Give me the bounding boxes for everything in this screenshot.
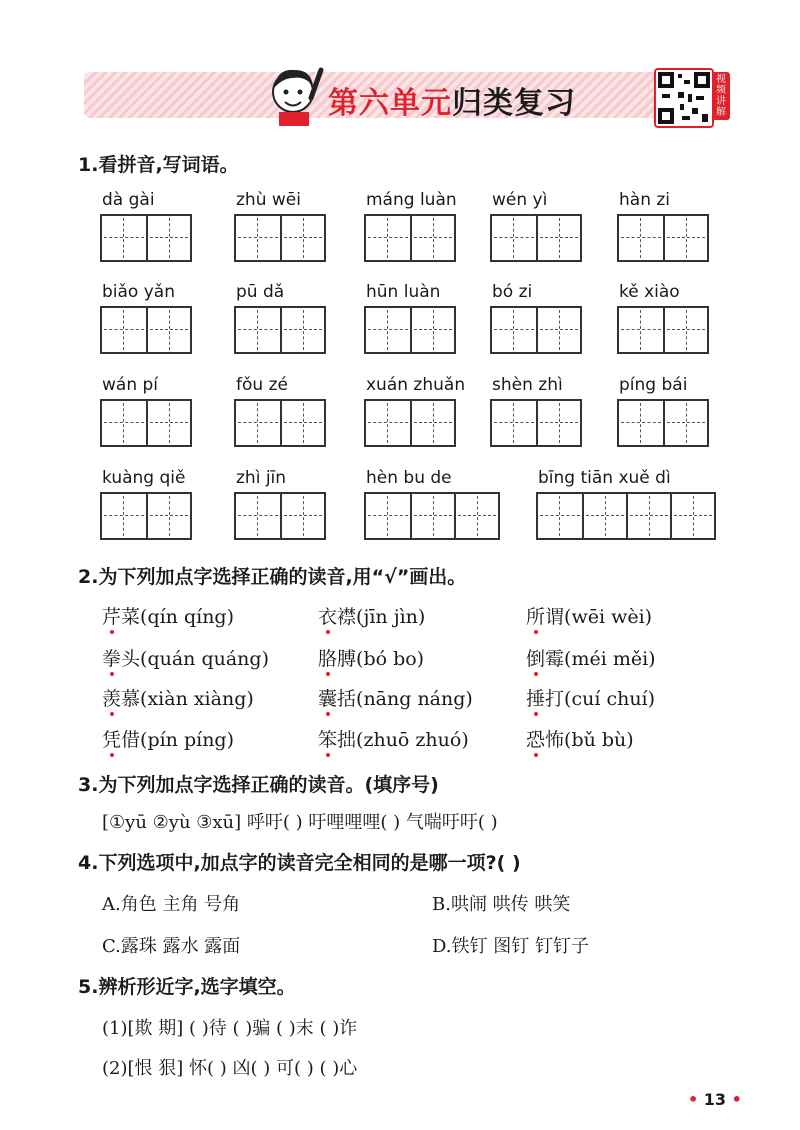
pinyin-label: xuán zhuǎn <box>366 375 466 395</box>
dotted-character: 羡 <box>102 684 121 711</box>
writing-cell[interactable] <box>454 494 498 538</box>
writing-cell[interactable] <box>536 401 580 445</box>
reading-options[interactable]: (qín qíng) <box>140 606 235 628</box>
writing-cell[interactable] <box>280 216 324 260</box>
writing-cell[interactable] <box>663 308 707 352</box>
writing-box-group[interactable] <box>234 399 326 447</box>
writing-cell[interactable] <box>236 308 280 352</box>
q5-line-2: (2)[恨 狠] 怀( ) 凶( ) 可( ) ( )心 <box>102 1058 358 1079</box>
pinyin-label: fǒu zé <box>236 375 288 395</box>
writing-cell[interactable] <box>619 308 663 352</box>
q4-title: 4.下列选项中,加点字的读音完全相同的是哪一项?( ) <box>78 852 521 874</box>
pinyin-label: biǎo yǎn <box>102 282 175 302</box>
pinyin-label: hàn zi <box>619 190 671 210</box>
pinyin-label: shèn zhì <box>492 375 563 395</box>
q3-title: 3.为下列加点字选择正确的读音。(填序号) <box>78 774 439 796</box>
pinyin-label: bīng tiān xuě dì <box>538 468 671 488</box>
writing-box-group[interactable] <box>490 399 582 447</box>
boy-mascot-icon <box>265 62 327 128</box>
character: 襟 <box>337 606 357 628</box>
writing-cell[interactable] <box>146 308 190 352</box>
writing-cell[interactable] <box>102 401 146 445</box>
pinyin-label: bó zi <box>492 282 533 302</box>
pinyin-label: dà gài <box>102 190 155 210</box>
writing-cell[interactable] <box>492 216 536 260</box>
reading-options[interactable]: (xiàn xiàng) <box>140 688 254 710</box>
reading-options[interactable]: (wēi wèi) <box>564 606 653 628</box>
qr-code-icon[interactable] <box>654 68 714 128</box>
dotted-character: 衣 <box>318 602 337 629</box>
pinyin-label: zhù wēi <box>236 190 301 210</box>
q3-line: [①yū ②yù ③xū] 呼吁( ) 吁哩哩哩( ) 气喘吁吁( ) <box>102 812 498 833</box>
dotted-character: 胳 <box>318 644 337 671</box>
writing-cell[interactable] <box>619 401 663 445</box>
pinyin-label: hèn bu de <box>366 468 452 488</box>
writing-cell[interactable] <box>366 494 410 538</box>
writing-cell[interactable] <box>536 216 580 260</box>
writing-cell[interactable] <box>102 216 146 260</box>
reading-options[interactable]: (quán quáng) <box>140 648 269 670</box>
writing-cell[interactable] <box>236 401 280 445</box>
reading-options[interactable]: (méi měi) <box>564 648 656 670</box>
q4-option-a: A.角色 主角 号角 <box>102 894 241 915</box>
writing-box-group[interactable] <box>100 214 192 262</box>
q2-item <box>318 684 473 711</box>
q2-title: 2.为下列加点字选择正确的读音,用“√”画出。 <box>78 566 467 588</box>
reading-options[interactable]: (bǔ bù) <box>564 729 634 751</box>
writing-cell[interactable] <box>663 216 707 260</box>
writing-cell[interactable] <box>492 308 536 352</box>
writing-cell[interactable] <box>280 494 324 538</box>
writing-box-group[interactable] <box>617 214 709 262</box>
q2-item <box>526 602 652 629</box>
page-number: • 13 • <box>688 1090 742 1109</box>
q2-item <box>318 644 424 671</box>
page-title: 第六单元归类复习 <box>328 86 576 121</box>
q4-option-d: D.铁钉 图钉 钉钉子 <box>432 936 589 957</box>
q4-option-c: C.露珠 露水 露面 <box>102 936 241 957</box>
writing-box-group[interactable] <box>364 492 500 540</box>
writing-cell[interactable] <box>366 216 410 260</box>
writing-cell[interactable] <box>280 401 324 445</box>
writing-cell[interactable] <box>236 494 280 538</box>
character: 菜 <box>121 606 141 628</box>
character: 谓 <box>545 606 565 628</box>
character: 打 <box>545 688 565 710</box>
dotted-character: 所 <box>526 602 545 629</box>
writing-box-group[interactable] <box>364 214 456 262</box>
q2-item <box>526 725 634 752</box>
character: 括 <box>337 688 357 710</box>
reading-options[interactable]: (pín píng) <box>140 729 235 751</box>
writing-box-group[interactable] <box>490 306 582 354</box>
q2-item <box>526 684 655 711</box>
writing-cell[interactable] <box>146 401 190 445</box>
writing-box-group[interactable] <box>100 492 192 540</box>
dotted-character: 凭 <box>102 725 121 752</box>
writing-cell[interactable] <box>102 308 146 352</box>
dotted-character: 恐 <box>526 725 545 752</box>
writing-cell[interactable] <box>663 401 707 445</box>
pinyin-label: kě xiào <box>619 282 680 302</box>
q2-item <box>102 644 269 671</box>
dotted-character: 倒 <box>526 644 545 671</box>
character: 霉 <box>545 648 565 670</box>
dotted-character: 囊 <box>318 684 337 711</box>
reading-options[interactable]: (nāng náng) <box>356 688 473 710</box>
writing-cell[interactable] <box>410 494 454 538</box>
q2-item <box>102 602 234 629</box>
writing-box-group[interactable] <box>234 306 326 354</box>
q5-line-1: (1)[欺 期] ( )待 ( )骗 ( )末 ( )诈 <box>102 1018 358 1039</box>
character: 膊 <box>337 648 357 670</box>
pinyin-label: máng luàn <box>366 190 457 210</box>
q4-option-b: B.哄闹 哄传 哄笑 <box>432 894 571 915</box>
character: 慕 <box>121 688 141 710</box>
character: 借 <box>121 729 141 751</box>
writing-box-group[interactable] <box>234 214 326 262</box>
writing-box-group[interactable] <box>536 492 716 540</box>
q2-item <box>102 684 254 711</box>
pinyin-label: pū dǎ <box>236 282 285 302</box>
pinyin-label: hūn luàn <box>366 282 441 302</box>
writing-box-group[interactable] <box>617 399 709 447</box>
writing-cell[interactable] <box>670 494 714 538</box>
writing-cell[interactable] <box>538 494 582 538</box>
pinyin-label: píng bái <box>619 375 688 395</box>
q2-item <box>102 725 234 752</box>
writing-box-group[interactable] <box>490 214 582 262</box>
writing-cell[interactable] <box>280 308 324 352</box>
writing-box-group[interactable] <box>617 306 709 354</box>
writing-cell[interactable] <box>582 494 626 538</box>
writing-box-group[interactable] <box>100 306 192 354</box>
writing-cell[interactable] <box>626 494 670 538</box>
writing-box-group[interactable] <box>364 306 456 354</box>
writing-box-group[interactable] <box>364 399 456 447</box>
writing-cell[interactable] <box>366 308 410 352</box>
writing-cell[interactable] <box>236 216 280 260</box>
character: 怖 <box>545 729 565 751</box>
writing-cell[interactable] <box>102 494 146 538</box>
q2-item <box>318 725 469 752</box>
dotted-character: 捶 <box>526 684 545 711</box>
character: 拙 <box>337 729 357 751</box>
q2-item <box>318 602 425 629</box>
character: 头 <box>121 648 141 670</box>
dotted-character: 拳 <box>102 644 121 671</box>
writing-cell[interactable] <box>146 494 190 538</box>
pinyin-label: wén yì <box>492 190 548 210</box>
reading-options[interactable]: (bó bo) <box>356 648 425 670</box>
writing-cell[interactable] <box>410 216 454 260</box>
q1-title: 1.看拼音,写词语。 <box>78 154 239 176</box>
writing-cell[interactable] <box>410 401 454 445</box>
pinyin-label: wán pí <box>102 375 159 395</box>
dotted-character: 芹 <box>102 602 121 629</box>
writing-cell[interactable] <box>410 308 454 352</box>
reading-options[interactable]: (jīn jìn) <box>356 606 426 628</box>
writing-box-group[interactable] <box>234 492 326 540</box>
writing-cell[interactable] <box>536 308 580 352</box>
writing-cell[interactable] <box>146 216 190 260</box>
video-explain-tag[interactable]: 视频讲解 <box>712 72 730 120</box>
q5-title: 5.辨析形近字,选字填空。 <box>78 976 296 998</box>
writing-cell[interactable] <box>619 216 663 260</box>
reading-options[interactable]: (cuí chuí) <box>564 688 656 710</box>
writing-cell[interactable] <box>366 401 410 445</box>
pinyin-label: zhì jīn <box>236 468 287 488</box>
pinyin-label: kuàng qiě <box>102 468 186 488</box>
reading-options[interactable]: (zhuō zhuó) <box>356 729 469 751</box>
dotted-character: 笨 <box>318 725 337 752</box>
q2-item <box>526 644 656 671</box>
writing-box-group[interactable] <box>100 399 192 447</box>
writing-cell[interactable] <box>492 401 536 445</box>
